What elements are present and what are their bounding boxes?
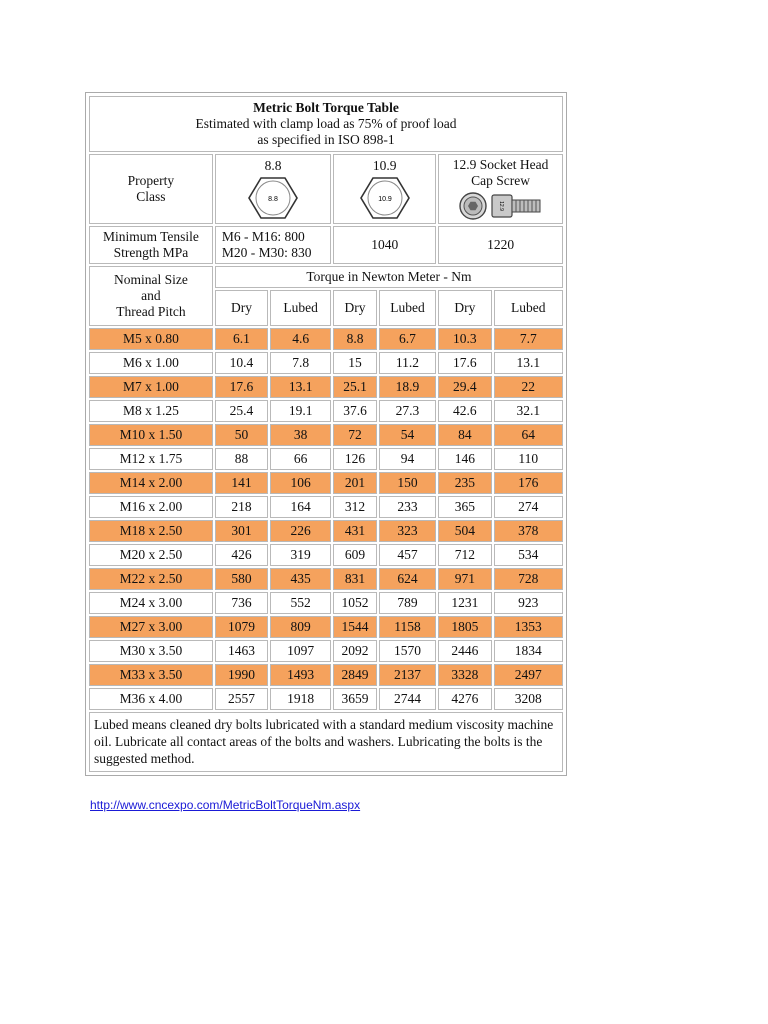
torque-cell: 19.1 (270, 400, 331, 422)
torque-cell: 809 (270, 616, 331, 638)
torque-cell: 534 (494, 544, 563, 566)
tensile-88 (215, 226, 331, 264)
class-129-label-1: 12.9 Socket Head (452, 157, 549, 172)
class-129-label-2: Cap Screw (471, 173, 530, 188)
torque-cell: 32.1 (494, 400, 563, 422)
torque-header-row (89, 266, 563, 288)
size-cell: M33 x 3.50 (89, 664, 213, 686)
socket-head-cap-screw-icon (458, 191, 544, 221)
torque-cell: 1493 (270, 664, 331, 686)
table-row (89, 352, 563, 374)
torque-cell: 17.6 (438, 352, 491, 374)
torque-cell: 10.3 (438, 328, 491, 350)
class-109-icon-text: 10.9 (377, 196, 392, 203)
torque-cell: 218 (215, 496, 268, 518)
torque-cell: 4276 (438, 688, 491, 710)
torque-cell: 15 (333, 352, 377, 374)
size-cell: M16 x 2.00 (89, 496, 213, 518)
table-row (89, 496, 563, 518)
torque-cell: 8.8 (333, 328, 377, 350)
torque-cell: 319 (270, 544, 331, 566)
torque-cell: 2137 (379, 664, 436, 686)
table-row (89, 568, 563, 590)
torque-cell: 1834 (494, 640, 563, 662)
size-cell: M30 x 3.50 (89, 640, 213, 662)
torque-table (87, 94, 565, 774)
table-row (89, 688, 563, 710)
table-row (89, 472, 563, 494)
class-88-icon-text: 8.8 (268, 196, 278, 203)
tensile-label-line1: Minimum Tensile (102, 229, 199, 244)
class-88-cell (215, 154, 331, 224)
torque-cell: 1570 (379, 640, 436, 662)
torque-cell: 2092 (333, 640, 377, 662)
torque-cell: 13.1 (270, 376, 331, 398)
torque-cell: 1544 (333, 616, 377, 638)
torque-cell: 923 (494, 592, 563, 614)
torque-cell: 274 (494, 496, 563, 518)
col-header-lubed: Lubed (379, 290, 436, 326)
torque-cell: 106 (270, 472, 331, 494)
torque-cell: 426 (215, 544, 268, 566)
torque-cell: 10.4 (215, 352, 268, 374)
table-row (89, 544, 563, 566)
torque-cell: 1805 (438, 616, 491, 638)
property-class-label-line2: Class (136, 189, 166, 204)
tensile-109: 1040 (333, 226, 436, 264)
torque-cell: 1231 (438, 592, 491, 614)
torque-cell: 54 (379, 424, 436, 446)
table-subtitle-2: as specified in ISO 898-1 (257, 132, 395, 147)
torque-cell: 504 (438, 520, 491, 542)
torque-cell: 323 (379, 520, 436, 542)
torque-cell: 146 (438, 448, 491, 470)
class-129-cell (438, 154, 563, 224)
torque-cell: 27.3 (379, 400, 436, 422)
table-subtitle-1: Estimated with clamp load as 75% of proof load (195, 116, 457, 131)
table-row (89, 328, 563, 350)
torque-cell: 25.1 (333, 376, 377, 398)
torque-cell: 3328 (438, 664, 491, 686)
torque-cell: 580 (215, 568, 268, 590)
nominal-label-line3: Thread Pitch (116, 304, 186, 319)
hex-bolt-head-icon (359, 176, 411, 220)
col-header-dry: Dry (215, 290, 268, 326)
property-class-label (89, 154, 213, 224)
title-cell (89, 96, 563, 152)
torque-cell: 736 (215, 592, 268, 614)
torque-cell: 176 (494, 472, 563, 494)
torque-cell: 1990 (215, 664, 268, 686)
table-row (89, 400, 563, 422)
torque-cell: 64 (494, 424, 563, 446)
note-text: Lubed means cleaned dry bolts lubricated with a standard medium viscosity machine oil. Lubricate all contact areas of the bolts and washers. Lubricating the bolts is the suggested method. (89, 712, 563, 772)
torque-cell: 233 (379, 496, 436, 518)
torque-cell: 457 (379, 544, 436, 566)
col-header-dry: Dry (333, 290, 377, 326)
table-row (89, 664, 563, 686)
torque-cell: 150 (379, 472, 436, 494)
size-cell: M12 x 1.75 (89, 448, 213, 470)
torque-cell: 72 (333, 424, 377, 446)
torque-cell: 226 (270, 520, 331, 542)
torque-cell: 7.7 (494, 328, 563, 350)
torque-cell: 312 (333, 496, 377, 518)
torque-cell: 609 (333, 544, 377, 566)
source-link[interactable]: http://www.cncexpo.com/MetricBoltTorqueNm.aspx (90, 798, 361, 812)
table-row (89, 424, 563, 446)
torque-cell: 3208 (494, 688, 563, 710)
torque-cell: 2446 (438, 640, 491, 662)
size-cell: M36 x 4.00 (89, 688, 213, 710)
table-row (89, 640, 563, 662)
torque-cell: 11.2 (379, 352, 436, 374)
torque-cell: 789 (379, 592, 436, 614)
torque-cell: 88 (215, 448, 268, 470)
col-header-lubed: Lubed (494, 290, 563, 326)
class-109-label: 10.9 (372, 158, 397, 173)
torque-cell: 38 (270, 424, 331, 446)
torque-cell: 164 (270, 496, 331, 518)
col-header-lubed: Lubed (270, 290, 331, 326)
torque-cell: 831 (333, 568, 377, 590)
size-cell: M18 x 2.50 (89, 520, 213, 542)
torque-cell: 2744 (379, 688, 436, 710)
torque-cell: 66 (270, 448, 331, 470)
torque-cell: 13.1 (494, 352, 563, 374)
torque-cell: 1353 (494, 616, 563, 638)
torque-cell: 1463 (215, 640, 268, 662)
size-cell: M27 x 3.00 (89, 616, 213, 638)
torque-cell: 1052 (333, 592, 377, 614)
class-109-cell (333, 154, 436, 224)
size-cell: M6 x 1.00 (89, 352, 213, 374)
torque-cell: 37.6 (333, 400, 377, 422)
torque-cell: 2849 (333, 664, 377, 686)
torque-table-container (85, 92, 567, 776)
torque-cell: 235 (438, 472, 491, 494)
torque-cell: 712 (438, 544, 491, 566)
size-cell: M5 x 0.80 (89, 328, 213, 350)
property-class-row (89, 154, 563, 224)
size-cell: M8 x 1.25 (89, 400, 213, 422)
torque-cell: 624 (379, 568, 436, 590)
torque-cell: 971 (438, 568, 491, 590)
table-title: Metric Bolt Torque Table (253, 100, 399, 115)
tensile-label (89, 226, 213, 264)
hex-bolt-head-icon (247, 176, 299, 220)
title-row (89, 96, 563, 152)
table-row (89, 592, 563, 614)
torque-cell: 301 (215, 520, 268, 542)
torque-cell: 431 (333, 520, 377, 542)
torque-cell: 1918 (270, 688, 331, 710)
torque-cell: 201 (333, 472, 377, 494)
tensile-88-line2: M20 - M30: 830 (221, 245, 312, 260)
tensile-88-line1: M6 - M16: 800 (221, 229, 305, 244)
torque-cell: 94 (379, 448, 436, 470)
torque-cell: 1079 (215, 616, 268, 638)
torque-cell: 50 (215, 424, 268, 446)
property-class-label-line1: Property (127, 173, 175, 188)
size-cell: M7 x 1.00 (89, 376, 213, 398)
torque-cell: 552 (270, 592, 331, 614)
note-row (89, 712, 563, 772)
class-88-label: 8.8 (264, 158, 282, 173)
nominal-size-label (89, 266, 213, 326)
torque-cell: 2557 (215, 688, 268, 710)
torque-cell: 42.6 (438, 400, 491, 422)
torque-cell: 1097 (270, 640, 331, 662)
torque-cell: 3659 (333, 688, 377, 710)
torque-cell: 18.9 (379, 376, 436, 398)
torque-cell: 110 (494, 448, 563, 470)
torque-cell: 365 (438, 496, 491, 518)
torque-header: Torque in Newton Meter - Nm (215, 266, 563, 288)
tensile-label-line2: Strength MPa (113, 245, 189, 260)
torque-cell: 6.1 (215, 328, 268, 350)
torque-cell: 22 (494, 376, 563, 398)
torque-cell: 25.4 (215, 400, 268, 422)
torque-cell: 29.4 (438, 376, 491, 398)
table-row (89, 448, 563, 470)
size-cell: M24 x 3.00 (89, 592, 213, 614)
torque-cell: 378 (494, 520, 563, 542)
tensile-129: 1220 (438, 226, 563, 264)
torque-cell: 1158 (379, 616, 436, 638)
torque-cell: 141 (215, 472, 268, 494)
torque-cell: 2497 (494, 664, 563, 686)
torque-cell: 6.7 (379, 328, 436, 350)
torque-cell: 126 (333, 448, 377, 470)
torque-data-rows (89, 328, 563, 710)
nominal-label-line1: Nominal Size (113, 272, 188, 287)
table-row (89, 616, 563, 638)
col-header-dry: Dry (438, 290, 491, 326)
torque-cell: 7.8 (270, 352, 331, 374)
size-cell: M10 x 1.50 (89, 424, 213, 446)
nominal-label-line2: and (141, 288, 161, 303)
table-row (89, 376, 563, 398)
torque-cell: 17.6 (215, 376, 268, 398)
torque-cell: 84 (438, 424, 491, 446)
table-row (89, 520, 563, 542)
size-cell: M22 x 2.50 (89, 568, 213, 590)
tensile-row (89, 226, 563, 264)
size-cell: M14 x 2.00 (89, 472, 213, 494)
size-cell: M20 x 2.50 (89, 544, 213, 566)
torque-cell: 4.6 (270, 328, 331, 350)
class-129-icon-text: 12.9 (497, 201, 504, 211)
torque-cell: 728 (494, 568, 563, 590)
torque-cell: 435 (270, 568, 331, 590)
